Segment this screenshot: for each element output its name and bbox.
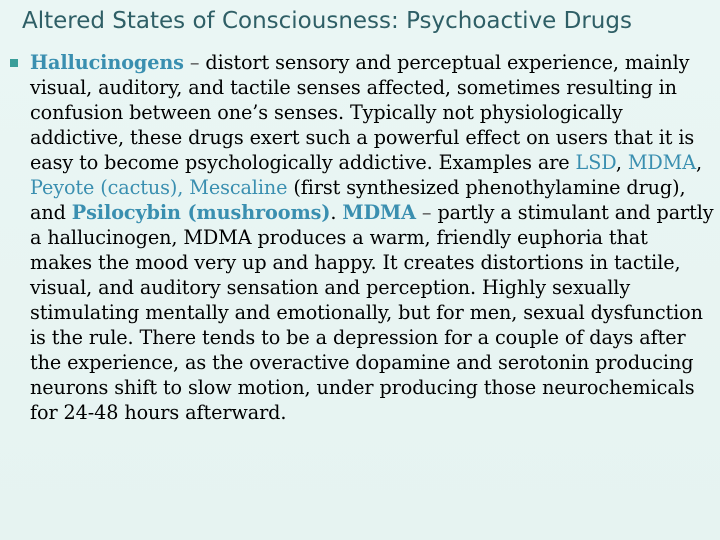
sentence-end: . (330, 201, 337, 224)
mdma-description: partly a stimulant and partly a hallucinogen, MDMA produces a warm, friendly euphoria that makes the mood very up and happy. It creates distortions in tactile, visual, and auditory sensation and perception. Highly sexually stimulating mentally and emotionally, but for men, sexual dysfunction is the rule. There tends to be a depression for a couple of days after the experience, as the overactive dopamine and serotonin producing neurons shift to slow motion, under producing those neurochemicals for 24-48 hours afterward. (30, 201, 714, 424)
bullet-paragraph (30, 50, 714, 425)
mescaline-note: (first synthesized phenothylamine drug), and (30, 176, 686, 224)
term-separator: – (183, 51, 206, 74)
hallucinogens-description: distort sensory and perceptual experience, mainly visual, auditory, and tactile senses affected, sometimes resulting in confusion between one’s senses. Typically not physiologically addictive, these drugs exert such a powerful effect on users that it is easy to become psychologically addictive. Examples are (30, 51, 695, 174)
example-lsd: LSD (575, 151, 616, 174)
term-separator: – (415, 201, 438, 224)
example-psilocybin: Psilocybin (mushrooms) (71, 201, 331, 224)
example-separator: , (695, 151, 702, 174)
term-mdma: MDMA (342, 201, 416, 224)
example-mdma: MDMA (627, 151, 696, 174)
square-bullet-icon (10, 59, 18, 67)
example-peyote-mescaline: Peyote (cactus), Mescaline (30, 176, 288, 199)
slide-title: Altered States of Consciousness: Psychoactive Drugs (22, 8, 632, 34)
term-hallucinogens: Hallucinogens (30, 51, 184, 74)
example-separator: , (615, 151, 628, 174)
